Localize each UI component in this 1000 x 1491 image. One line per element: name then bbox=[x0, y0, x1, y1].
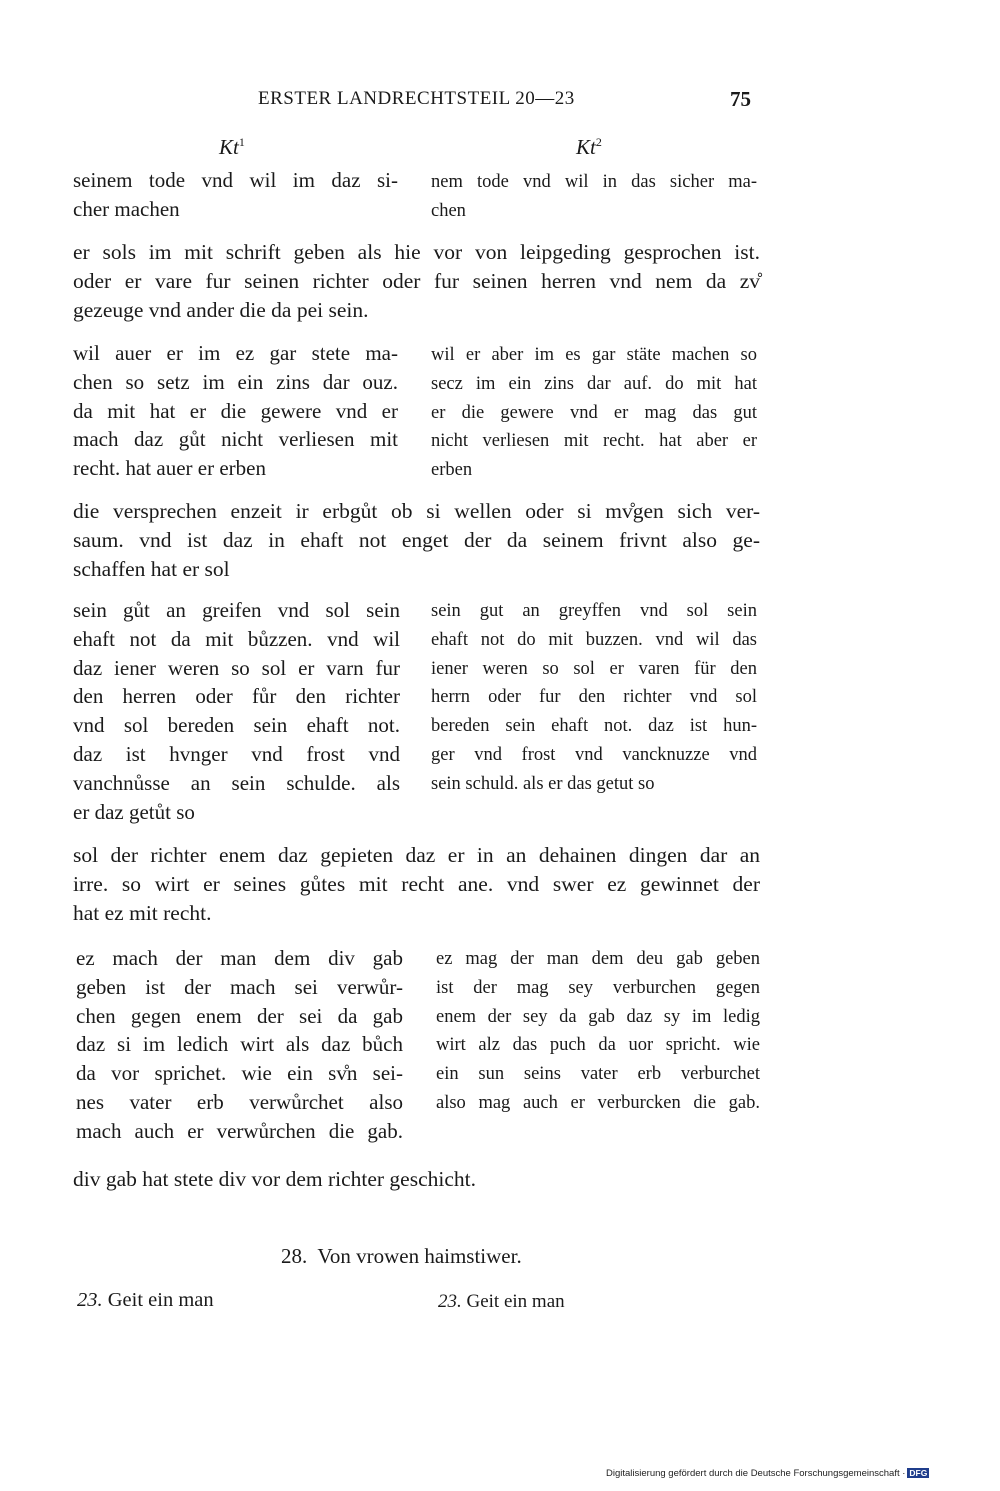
left-column-block-3 bbox=[73, 596, 400, 826]
column-label-left: Kt$^1$ bbox=[219, 135, 245, 159]
shared-text-block-1 bbox=[73, 238, 760, 325]
page-number: 75 bbox=[730, 87, 751, 111]
column-label-right: Kt$^2$ bbox=[576, 135, 602, 159]
text-line: cher machen bbox=[73, 196, 180, 221]
right-column-block-4 bbox=[436, 945, 760, 1118]
text-line: die versprechen enzeit ir erbgůt ob si wellen oder si mv̊gen sich ver- bbox=[73, 499, 760, 523]
text-line: recht. hat auer er erben bbox=[73, 456, 266, 481]
text-line: ez mach der man dem div gab bbox=[76, 946, 403, 970]
running-title: ERSTER LANDRECHTSTEIL 20—23 bbox=[258, 88, 575, 109]
text-line: nem tode vnd wil in das sicher ma- bbox=[431, 172, 757, 192]
text-line: ein sun seins vater erb verburchet bbox=[436, 1064, 760, 1085]
shared-text-block-3 bbox=[73, 841, 760, 928]
left-column-block-1 bbox=[73, 166, 398, 224]
section-heading bbox=[281, 1244, 522, 1269]
text-line: nicht verliesen mit recht. hat aber er bbox=[431, 431, 757, 452]
text-line: gezeuge vnd ander die da pei sein. bbox=[73, 298, 369, 322]
text-line: irre. so wirt er seines gůtes mit recht ane. vnd swer ez gewinnet der bbox=[73, 872, 760, 896]
shared-text-block-4 bbox=[73, 1165, 760, 1194]
section-number: 28. bbox=[281, 1244, 308, 1268]
text-line: wil er aber im es gar stäte machen so bbox=[431, 345, 757, 365]
paragraph-number: 23. bbox=[77, 1289, 103, 1311]
right-column-block-1 bbox=[431, 168, 757, 226]
text-line: geben ist der mach sei verwůr- bbox=[76, 974, 403, 999]
text-line: ehaft not da mit bůzzen. vnd wil bbox=[73, 626, 400, 651]
text-line: also mag auch er verburcken die gab. bbox=[436, 1092, 760, 1113]
footer-text: Digitalisierung gefördert durch die Deutsche Forschungsgemeinschaft · bbox=[606, 1468, 906, 1479]
text-line: enem der sey da gab daz sy im ledig bbox=[436, 1006, 760, 1027]
text-line: den herren oder fůr den richter bbox=[73, 684, 400, 709]
text-line: herrn oder fur den richter vnd sol bbox=[431, 687, 757, 708]
text-line: iener weren so sol er varen für den bbox=[431, 658, 757, 679]
text-line: oder er vare fur seinen richter oder fur seinen herren vnd nem da zv̊ bbox=[73, 269, 760, 293]
text-line: er daz getůt so bbox=[73, 799, 195, 824]
text-line: sol der richter enem daz gepieten daz er in an dehainen dingen dar an bbox=[73, 843, 760, 867]
right-column-block-3 bbox=[431, 597, 757, 799]
text-line: div gab hat stete div vor dem richter geschicht. bbox=[73, 1167, 476, 1191]
text-line: daz si im ledich wirt als daz bůch bbox=[76, 1032, 403, 1057]
dfg-logo: DFG bbox=[909, 1468, 928, 1478]
text-line: er sols im mit schrift geben als hie vor von leipgeding gesprochen ist. bbox=[73, 240, 760, 264]
paragraph-number: 23. bbox=[438, 1291, 462, 1312]
shared-text-block-2 bbox=[73, 497, 760, 584]
text-line: chen so setz im ein zins dar ouz. bbox=[73, 369, 398, 394]
text-line: daz iener weren so sol er varn fur bbox=[73, 655, 400, 680]
paragraph-text: Geit ein man bbox=[107, 1289, 214, 1311]
left-column-block-4 bbox=[76, 944, 403, 1146]
text-line: ger vnd frost vnd vancknuzze vnd bbox=[431, 744, 757, 765]
text-line: bereden sein ehaft not. daz ist hun- bbox=[431, 716, 757, 737]
text-line: mach auch er verwůrchen die gab. bbox=[76, 1118, 403, 1143]
text-line: sein schuld. als er das getut so bbox=[431, 773, 655, 794]
text-line: da mit hat er die gewere vnd er bbox=[73, 398, 398, 423]
digitization-footer bbox=[606, 1468, 929, 1479]
text-line: nes vater erb verwůrchet also bbox=[76, 1089, 403, 1114]
text-line: sein gůt an greifen vnd sol sein bbox=[73, 598, 400, 622]
text-line: wirt alz das puch da uor spricht. wie bbox=[436, 1035, 760, 1056]
paragraph-text: Geit ein man bbox=[466, 1291, 565, 1312]
section-title: Von vrowen haimstiwer. bbox=[317, 1244, 522, 1268]
text-line: chen gegen enem der sei da gab bbox=[76, 1003, 403, 1028]
text-line: sein gut an greyffen vnd sol sein bbox=[431, 601, 757, 621]
text-line: saum. vnd ist daz in ehaft not enget der da seinem frivnt also ge- bbox=[73, 528, 760, 552]
right-column-block-2 bbox=[431, 341, 757, 485]
paragraph-start-left bbox=[77, 1289, 214, 1312]
paragraph-start-right bbox=[438, 1291, 565, 1313]
text-line: da vor sprichet. wie ein sv̊n sei- bbox=[76, 1061, 403, 1086]
text-line: wil auer er im ez gar stete ma- bbox=[73, 341, 398, 365]
text-line: secz im ein zins dar auf. do mit hat bbox=[431, 373, 757, 394]
text-line: erben bbox=[431, 460, 473, 481]
text-line: hat ez mit recht. bbox=[73, 901, 212, 925]
text-line: schaffen hat er sol bbox=[73, 557, 230, 581]
text-line: seinem tode vnd wil im daz si- bbox=[73, 168, 398, 192]
text-line: ehaft not do mit buzzen. vnd wil das bbox=[431, 629, 757, 650]
left-column-block-2 bbox=[73, 339, 398, 483]
text-line: chen bbox=[431, 200, 466, 221]
text-line: er die gewere vnd er mag das gut bbox=[431, 402, 757, 423]
text-line: ist der mag sey verburchen gegen bbox=[436, 977, 760, 998]
text-line: vanchnůsse an sein schulde. als bbox=[73, 770, 400, 795]
text-line: mach daz gůt nicht verliesen mit bbox=[73, 427, 398, 452]
text-line: daz ist hvnger vnd frost vnd bbox=[73, 741, 400, 766]
text-line: vnd sol bereden sein ehaft not. bbox=[73, 713, 400, 738]
text-line: ez mag der man dem deu gab geben bbox=[436, 949, 760, 969]
